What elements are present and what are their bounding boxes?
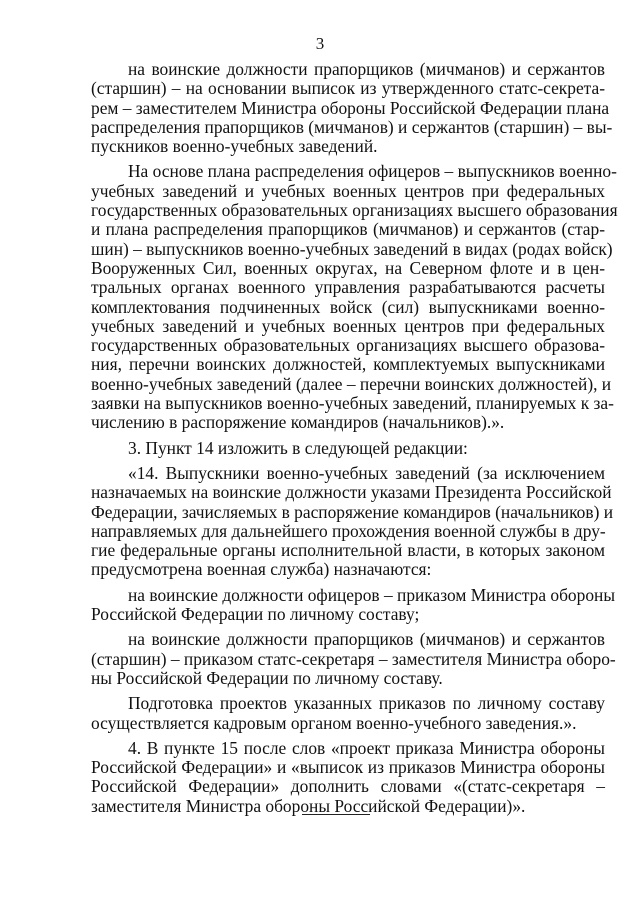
text-line: осуществляется кадровым органом военно-учебного заведения.». [91,712,577,733]
text-line: ния, перечни воинских должностей, комплектуемых выпускниками [91,354,605,375]
text-line: (старшин) – на основании выписок из утвержденного статс-секрета- [91,78,605,99]
text-line: и плана распределения прапорщиков (мичманов) и сержантов (стар- [91,219,605,240]
text-line: Российской Федерации» и «выписок из приказов Министра обороны [91,757,605,778]
text-line: рем – заместителем Министра обороны Российской Федерации плана [91,97,610,118]
text-line: предусмотрена военная служба) назначаются: [91,559,432,580]
paragraph [91,629,616,688]
text-line: Вооруженных Сил, военных округах, на Северном флоте и в цен- [91,257,605,278]
text-line: Федерации, зачисляемых в распоряжение командиров (начальников) и [91,501,614,522]
text-line: направляемых для дальнейшего прохождения военной службы в дру- [91,520,606,541]
text-line: числению в распоряжение командиров (начальников).». [91,412,505,433]
text-line: на воинские должности офицеров – приказом Министра обороны [128,584,616,605]
paragraph [91,739,605,816]
text-line: Российской Федерации» дополнить словами «(статс-секретаря – [91,776,605,797]
text-line: заместителя Министра обороны Российской Федерации)». [91,795,526,816]
text-line: Российской Федерации по личному составу; [91,604,420,625]
text-line: ны Российской Федерации по личному составу. [91,667,443,688]
paragraph [91,59,613,157]
text-line: на воинские должности прапорщиков (мичманов) и сержантов [128,629,605,650]
text-line: государственных образовательных организациях высшего образования [91,200,618,221]
text-line: военно-учебных заведений (далее – перечни воинских должностей), и [91,373,612,394]
text-line: 3. Пункт 14 изложить в следующей редакции: [128,437,468,458]
text-line: заявки на выпускников военно-учебных заведений, планируемых к за- [91,393,614,414]
text-line: тральных органах военного управления разрабатываются расчеты [91,277,605,298]
paragraph [91,584,616,625]
text-line: 4. В пункте 15 после слов «проект приказа Министра обороны [128,737,605,758]
text-line: на воинские должности прапорщиков (мичманов) и сержантов [128,59,605,79]
text-line: Подготовка проектов указанных приказов по личному составу [128,693,605,714]
text-line: комплектования подчиненных войск (сил) выпускниками военно- [91,296,605,317]
separator-line [302,814,370,815]
paragraph [91,439,605,458]
paragraph [91,161,618,433]
page-number: 3 [315,34,325,53]
text-line: На основе плана распределения офицеров – выпускников военно- [128,161,617,182]
text-line: пускников военно-учебных заведений. [91,136,378,157]
text-line: гие федеральные органы исполнительной власти, в которых законом [91,540,605,561]
document-body [91,59,618,816]
text-line: (старшин) – приказом статс-секретаря – заместителя Министра оборо- [91,648,616,669]
text-line: «14. Выпускники военно-учебных заведений (за исключением [128,462,605,483]
text-line: государственных образовательных организациях высшего образова- [91,335,605,356]
text-line: назначаемых на воинские должности указами Президента Российской [91,482,612,503]
text-line: учебных заведений и учебных военных центров при федеральных [91,180,605,201]
text-line: шин) – выпускников военно-учебных заведений в видах (родах войск) [91,238,613,259]
paragraph [91,694,605,733]
text-line: распределения прапорщиков (мичманов) и сержантов (старшин) – вы- [91,116,613,137]
text-line: учебных заведений и учебных военных центров при федеральных [91,315,605,336]
paragraph [91,462,614,580]
